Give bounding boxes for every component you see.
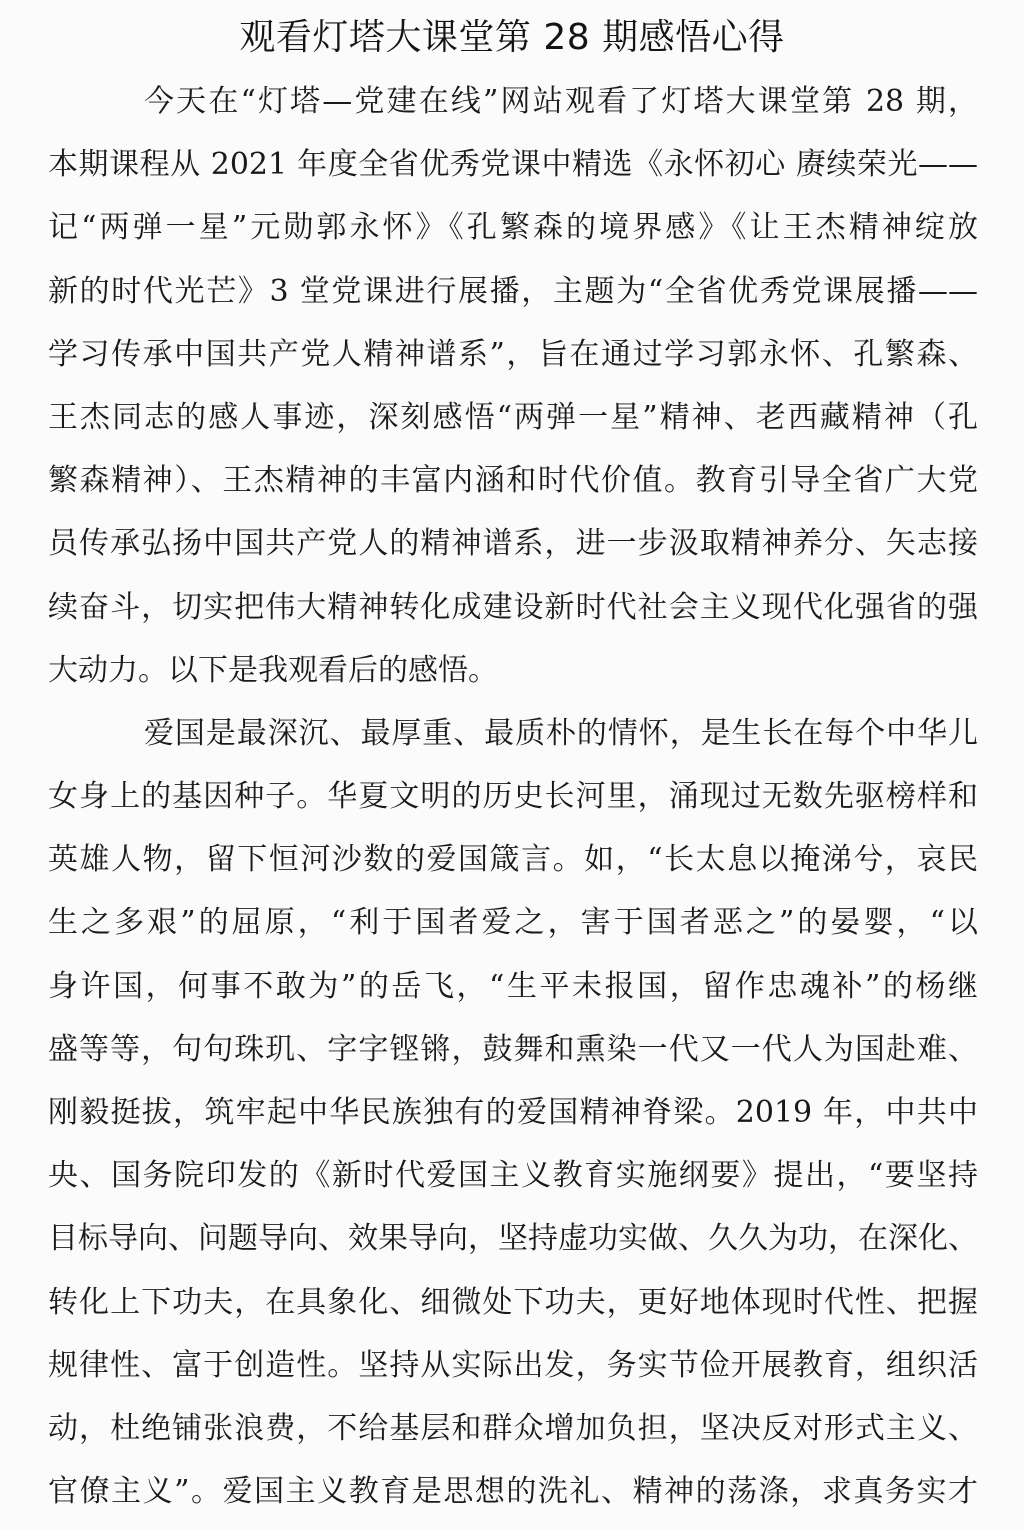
document-body [48,70,978,1523]
text-line: 爱国是最深沉、最厚重、最质朴的情怀，是生长在每个中华儿 [144,715,978,751]
paragraph-1 [48,70,978,702]
text-line: 规律性、富于创造性。坚持从实际出发，务实节俭开展教育，组织活 [48,1347,978,1383]
text-line: 央、国务院印发的《新时代爱国主义教育实施纲要》提出，“要坚持 [48,1158,978,1194]
text-line: 目标导向、问题导向、效果导向，坚持虚功实做、久久为功，在深化、 [48,1221,978,1257]
text-line: 今天在“灯塔—党建在线”网站观看了灯塔大课堂第 28 期， [144,84,978,119]
text-line: 转化上下功夫，在具象化、细微处下功夫，更好地体现时代性、把握 [48,1284,978,1320]
text-line: 刚毅挺拔，筑牢起中华民族独有的爱国精神脊梁。2019 年，中共中 [48,1095,978,1130]
text-line: 生之多艰”的屈原，“利于国者爱之，害于国者恶之”的晏婴，“以 [48,905,978,941]
text-line: 大动力。以下是我观看后的感悟。 [48,652,498,688]
text-line: 女身上的基因种子。华夏文明的历史长河里，涌现过无数先驱榜样和 [48,779,978,815]
text-line: 续奋斗，切实把伟大精神转化成建设新时代社会主义现代化强省的强 [48,589,978,625]
text-line: 员传承弘扬中国共产党人的精神谱系，进一步汲取精神养分、矢志接 [48,526,978,562]
text-line: 繁森精神）、王杰精神的丰富内涵和时代价值。教育引导全省广大党 [48,463,978,499]
paragraph-2 [48,702,978,1523]
document-title: 观看灯塔大课堂第 28 期感悟心得 [239,17,785,58]
text-line: 记“两弹一星”元勋郭永怀》《孔繁森的境界感》《让王杰精神绽放 [48,210,978,246]
text-line: 身许国，何事不敢为”的岳飞，“生平未报国，留作忠魂补”的杨继 [48,968,978,1004]
text-line: 新的时代光芒》3 堂党课进行展播，主题为“全省优秀党课展播—— [48,273,978,309]
text-line: 王杰同志的感人事迹，深刻感悟“两弹一星”精神、老西藏精神（孔 [48,399,978,435]
text-line: 英雄人物，留下恒河沙数的爱国箴言。如，“长太息以掩涕兮，哀民 [48,842,978,878]
text-line: 本期课程从 2021 年度全省优秀党课中精选《永怀初心 赓续荣光—— [48,147,978,183]
text-line: 官僚主义”。爱国主义教育是思想的洗礼、精神的荡涤，求真务实才 [48,1474,978,1510]
text-line: 学习传承中国共产党人精神谱系”，旨在通过学习郭永怀、孔繁森、 [48,336,978,372]
text-line: 盛等等，句句珠玑、字字铿锵，鼓舞和熏染一代又一代人为国赴难、 [48,1031,978,1067]
text-line: 动，杜绝铺张浪费，不给基层和群众增加负担，坚决反对形式主义、 [48,1410,978,1446]
